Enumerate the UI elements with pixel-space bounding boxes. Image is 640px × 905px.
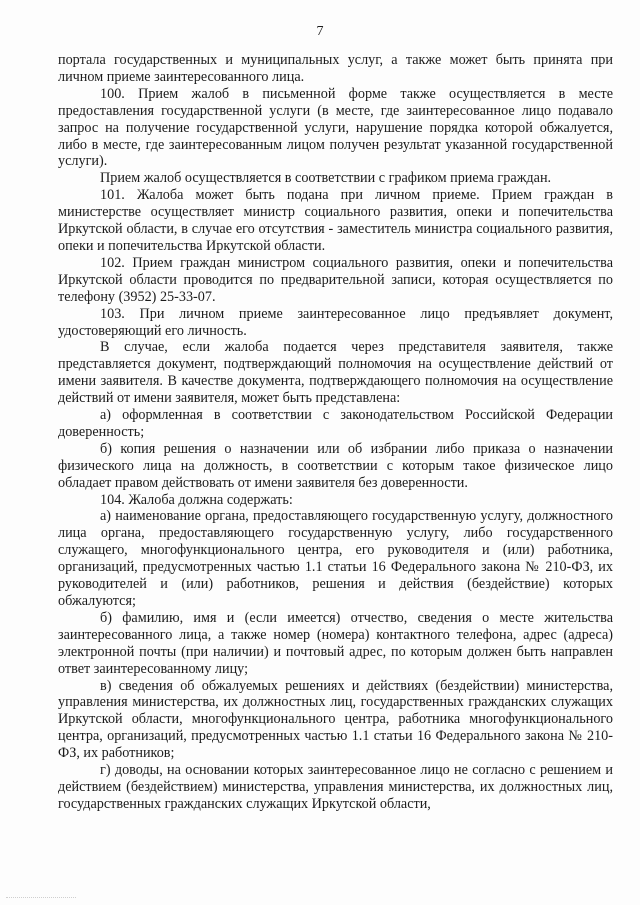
paragraph: портала государственных и муниципальных услуг, а также может быть принята при личном приеме заинтересованного лица. bbox=[58, 52, 613, 85]
paragraph: г) доводы, на основании которых заинтересованное лицо не согласно с решением и действием (бездействием) министерства, управления министерства, их должностных лиц, государственных гражданских служащих Иркутской области, bbox=[58, 762, 613, 812]
paragraph: 104. Жалоба должна содержать: bbox=[100, 491, 293, 508]
paragraph: б) копия решения о назначении или об избрании либо приказа о назначении физического лица на должность, в соответствии с которым такое физическое лицо обладает правом действовать от имени заявителя без доверенности. bbox=[58, 440, 613, 491]
scan-artifact bbox=[6, 897, 76, 901]
paragraph: 100. Прием жалоб в письменной форме также осуществляется в месте предоставления государственной услуги (в месте, где заинтересованное лицо подавало запрос на получение государственной услуги, нарушение порядка которой обжалуется, либо в месте, где заинтересованным лицом получен результат указанной государственной услуги). bbox=[58, 85, 613, 170]
paragraph: Прием жалоб осуществляется в соответствии с графиком приема граждан. bbox=[100, 170, 552, 187]
paragraph: 103. При личном приеме заинтересованное лицо предъявляет документ, удостоверяющий его личность. bbox=[58, 305, 613, 339]
document-body bbox=[58, 52, 613, 813]
paragraph: 102. Прием граждан министром социального развития, опеки и попечительства Иркутской области проводится по предварительной записи, которая осуществляется по телефону (3952) 25-33-07. bbox=[58, 254, 613, 305]
paragraph: а) наименование органа, предоставляющего государственную услугу, должностного лица органа, предоставляющего государственную услугу, либо государственного служащего, многофункционального центра, его руководителя и (или) работника, организаций, предусмотренных частью 1.1 статьи 16 Федерального закона № 210-ФЗ, их руководителей и (или) работников, решения и действия (бездействие) которых обжалуются; bbox=[58, 508, 613, 609]
paragraph: В случае, если жалоба подается через представителя заявителя, также представляется документ, подтверждающий полномочия на осуществление действий от имени заявителя. В качестве документа, подтверждающего полномочия на осуществление действий от имени заявителя, может быть представлена: bbox=[58, 339, 613, 407]
paragraph: в) сведения об обжалуемых решениях и действиях (бездействии) министерства, управления министерства, их должностных лиц, государственных гражданских служащих Иркутской области, многофункционального центра, работника многофункционального центра, организаций, предусмотренных частью 1.1 статьи 16 Федерального закона № 210-ФЗ, их работников; bbox=[58, 677, 613, 762]
page-number: 7 bbox=[316, 24, 324, 39]
paragraph: 101. Жалоба может быть подана при личном приеме. Прием граждан в министерстве осуществляет министр социального развития, опеки и попечительства Иркутской области, в случае его отсутствия - заместитель министра социального развития, опеки и попечительства Иркутской области. bbox=[58, 187, 613, 254]
paragraph: а) оформленная в соответствии с законодательством Российской Федерации доверенность; bbox=[58, 407, 613, 440]
paragraph: б) фамилию, имя и (если имеется) отчество, сведения о месте жительства заинтересованного лица, а также номер (номера) контактного телефона, адрес (адреса) электронной почты (при наличии) и почтовый адрес, по которым должен быть направлен ответ заинтересованному лицу; bbox=[58, 609, 613, 677]
